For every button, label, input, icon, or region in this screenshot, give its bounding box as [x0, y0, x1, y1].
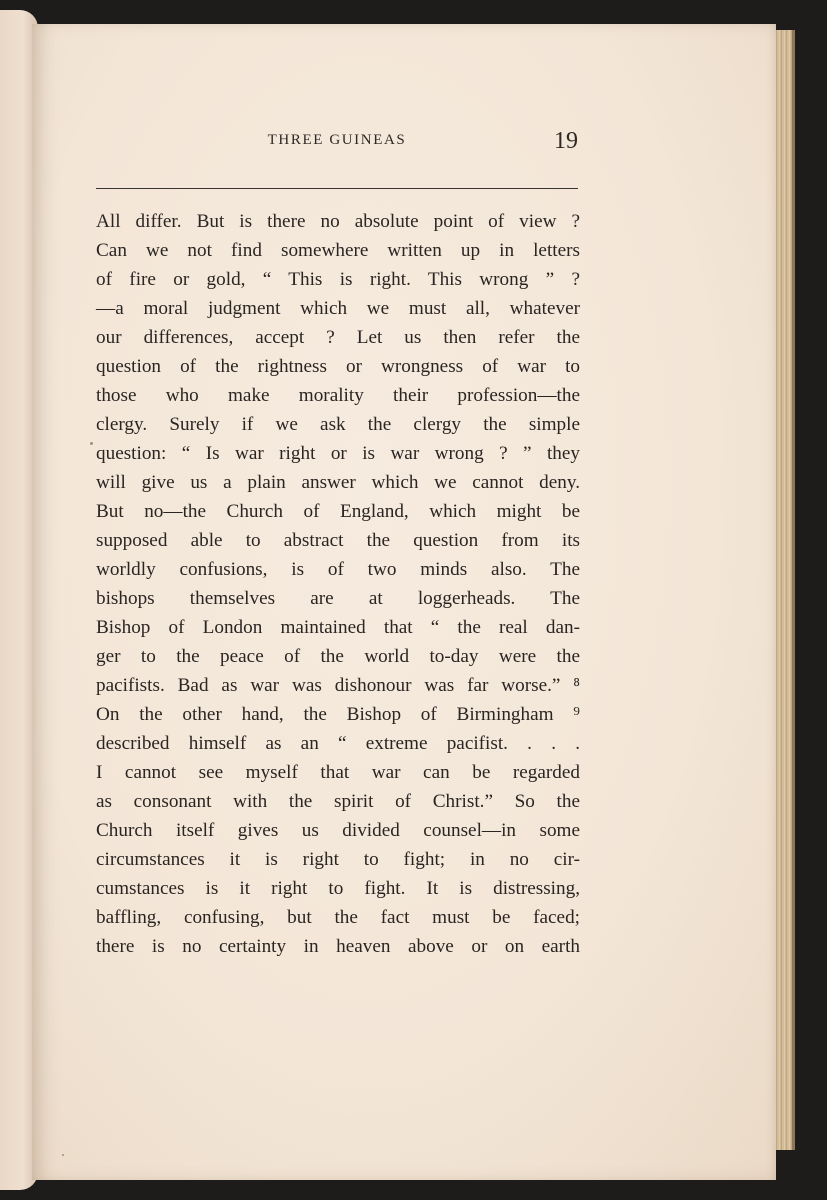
- body-text: [96, 207, 580, 961]
- text-line: Bishop of London maintained that “ the real dan-: [96, 617, 580, 638]
- text-line: ger to the peace of the world to-day were the: [96, 646, 580, 667]
- page-number: 19: [554, 128, 578, 154]
- text-line: pacifists. Bad as war was dishonour was far worse.” ⁸: [96, 675, 580, 696]
- text-line: there is no certainty in heaven above or on earth: [96, 936, 580, 957]
- text-line: supposed able to abstract the question from its: [96, 530, 580, 551]
- text-line: cumstances is it right to fight. It is distressing,: [96, 878, 580, 899]
- text-line: described himself as an “ extreme pacifist. . . .: [96, 733, 580, 754]
- text-line: I cannot see myself that war can be regarded: [96, 762, 580, 783]
- text-line: circumstances it is right to fight; in no cir-: [96, 849, 580, 870]
- running-title: THREE GUINEAS: [267, 132, 407, 148]
- text-line: our differences, accept ? Let us then refer the: [96, 327, 580, 348]
- paper-speck: [90, 442, 93, 445]
- text-line: question: “ Is war right or is war wrong ? ” they: [96, 443, 580, 464]
- text-line: question of the rightness or wrongness of war to: [96, 356, 580, 377]
- text-line: On the other hand, the Bishop of Birmingham ⁹: [96, 704, 580, 725]
- text-line: worldly confusions, is of two minds also. The: [96, 559, 580, 580]
- text-line: Church itself gives us divided counsel—in some: [96, 820, 580, 841]
- text-line: of fire or gold, “ This is right. This wrong ” ?: [96, 269, 580, 290]
- text-line: bishops themselves are at loggerheads. The: [96, 588, 580, 609]
- paper-speck: [62, 1154, 64, 1156]
- running-head: [96, 128, 578, 158]
- text-line: But no—the Church of England, which might be: [96, 501, 580, 522]
- text-line: those who make morality their profession—the: [96, 385, 580, 406]
- text-line: baffling, confusing, but the fact must be faced;: [96, 907, 580, 928]
- text-line: will give us a plain answer which we cannot deny.: [96, 472, 580, 493]
- text-line: Can we not find somewhere written up in letters: [96, 240, 580, 261]
- header-rule: [96, 188, 578, 189]
- text-line: as consonant with the spirit of Christ.” So the: [96, 791, 580, 812]
- text-line: —a moral judgment which we must all, whatever: [96, 298, 580, 319]
- text-line: All differ. But is there no absolute point of view ?: [96, 211, 580, 232]
- text-line: clergy. Surely if we ask the clergy the simple: [96, 414, 580, 435]
